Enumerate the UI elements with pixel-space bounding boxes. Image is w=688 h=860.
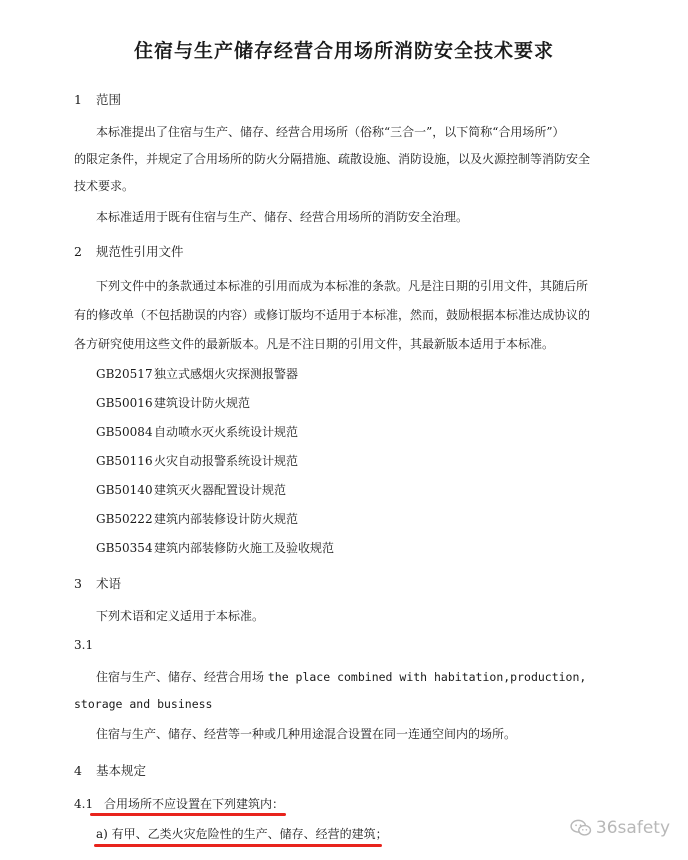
scope-paragraph-2: 本标准适用于既有住宿与生产、储存、经营合用场所的消防安全治理。 xyxy=(96,210,469,224)
section-2-heading xyxy=(74,242,184,260)
watermark xyxy=(570,818,670,838)
ref-item xyxy=(96,423,298,440)
term-number: 3.1 xyxy=(74,638,94,652)
refs-intro-line-1: 下列文件中的条款通过本标准的引用而成为本标准的条款。凡是注日期的引用文件，其随后所 xyxy=(96,279,589,293)
ref-item xyxy=(96,394,250,411)
wechat-icon xyxy=(570,819,592,837)
ref-item xyxy=(96,539,334,556)
term-line-1 xyxy=(96,668,586,685)
ref-item xyxy=(96,365,298,382)
clause-4-1-item-a: a) 有甲、乙类火灾危险性的生产、储存、经营的建筑； xyxy=(96,827,388,841)
red-highlight-underline xyxy=(90,813,286,816)
ref-code: GB20517 xyxy=(96,367,153,381)
section-title: 术语 xyxy=(96,576,122,591)
section-number: 2 xyxy=(74,244,82,259)
section-1-heading xyxy=(74,90,121,108)
ref-item xyxy=(96,481,286,498)
section-title: 规范性引用文件 xyxy=(96,244,184,259)
ref-code: GB50140 xyxy=(96,483,153,497)
ref-code: GB50084 xyxy=(96,425,153,439)
section-title: 范围 xyxy=(96,92,122,107)
ref-code: GB50354 xyxy=(96,541,153,555)
ref-code: GB50116 xyxy=(96,454,153,468)
ref-name: 自动喷水灭火系统设计规范 xyxy=(154,425,299,439)
section-title: 基本规定 xyxy=(96,763,147,778)
refs-intro-line-3: 各方研究使用这些文件的最新版本。凡是不注日期的引用文件，其最新版本适用于本标准。 xyxy=(74,337,555,351)
ref-name: 火灾自动报警系统设计规范 xyxy=(154,454,299,468)
ref-name: 独立式感烟火灾探测报警器 xyxy=(154,367,299,381)
refs-intro-line-2: 有的修改单（不包括勘误的内容）或修订版均不适用于本标准，然而，鼓励根据本标准达成协议的 xyxy=(74,308,591,322)
red-highlight-underline xyxy=(94,844,382,847)
section-number: 4 xyxy=(74,763,82,778)
term-english: the place combined with habitation,production, xyxy=(267,670,587,684)
section-number: 3 xyxy=(74,576,82,591)
ref-item xyxy=(96,452,298,469)
clause-text: 合用场所不应设置在下列建筑内： xyxy=(104,797,285,811)
terms-intro: 下列术语和定义适用于本标准。 xyxy=(96,609,265,623)
document-title: 住宿与生产储存经营合用场所消防安全技术要求 xyxy=(133,40,554,62)
scope-paragraph-1-line-3: 技术要求。 xyxy=(74,179,135,193)
watermark-text: 36safety xyxy=(595,818,670,838)
clause-4-1 xyxy=(74,795,284,812)
section-3-heading xyxy=(74,574,121,592)
term-english-line-2: storage and business xyxy=(74,697,213,711)
scope-paragraph-1-line-2: 的限定条件，并规定了合用场所的防火分隔措施、疏散设施、消防设施，以及火源控制等消防安全 xyxy=(74,152,591,166)
ref-name: 建筑设计防火规范 xyxy=(154,396,251,410)
section-4-heading xyxy=(74,761,146,779)
ref-name: 建筑内部装修设计防火规范 xyxy=(154,512,299,526)
clause-number: 4.1 xyxy=(74,797,94,811)
term-definition: 住宿与生产、储存、经营等一种或几种用途混合设置在同一连通空间内的场所。 xyxy=(96,727,517,741)
ref-item xyxy=(96,510,298,527)
ref-name: 建筑灭火器配置设计规范 xyxy=(154,483,287,497)
ref-name: 建筑内部装修防火施工及验收规范 xyxy=(154,541,335,555)
ref-code: GB50222 xyxy=(96,512,153,526)
term-chinese: 住宿与生产、储存、经营合用场 xyxy=(96,670,265,684)
ref-code: GB50016 xyxy=(96,396,153,410)
section-number: 1 xyxy=(74,92,82,107)
scope-paragraph-1-line-1: 本标准提出了住宿与生产、储存、经营合用场所（俗称“三合一”，以下简称“合用场所”） xyxy=(96,125,565,139)
